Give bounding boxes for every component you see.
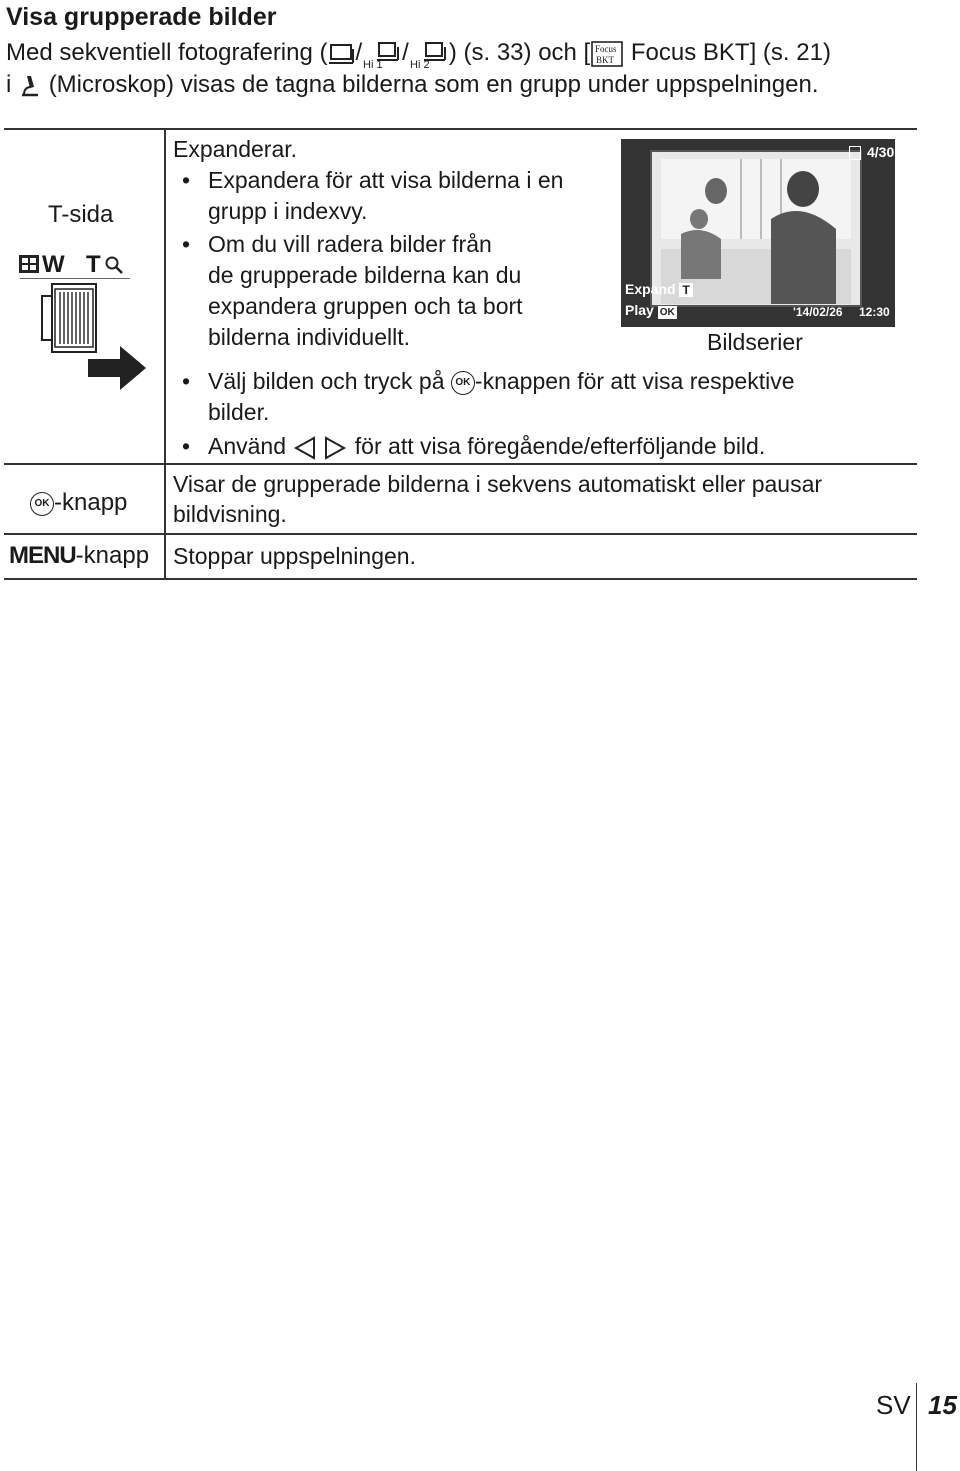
arrow-right-icon xyxy=(88,346,146,390)
left-right-arrows-icon xyxy=(292,436,348,460)
menu-row-text: Stoppar uppspelningen. xyxy=(173,543,416,569)
menu-button-label xyxy=(9,542,149,570)
bullet-expand-line-1: Expandera för att visa bilderna i en xyxy=(208,167,564,193)
footer-divider xyxy=(916,1383,917,1471)
time-stamp: 12:30 xyxy=(859,305,890,319)
sequential-icon xyxy=(328,41,356,67)
play-label: Play xyxy=(625,302,654,318)
expand-label: Expand xyxy=(625,281,676,297)
table-bottom-rule xyxy=(4,578,917,580)
bullet-select-line-1 xyxy=(208,366,795,397)
bullet-navigate-pre: Använd xyxy=(208,433,287,459)
bullet-delete-line-3: expandera gruppen och ta bort xyxy=(208,293,523,319)
intro-line-2-prefix: i xyxy=(6,71,12,98)
zoom-label-rule xyxy=(20,278,130,279)
bullet-expand: • Expandera för att visa bilderna i en grupp i indexvy. xyxy=(208,165,563,227)
group-photo-image xyxy=(621,139,895,327)
bullet-delete: • Om du vill radera bilder från de grupperade bilderna kan du expandera gruppen och ta bort bilderna individuellt. xyxy=(208,229,523,353)
zoom-lever-icon[interactable] xyxy=(40,282,108,354)
menu-label-rest: -knapp xyxy=(75,542,150,569)
date-stamp: '14/02/26 xyxy=(793,305,843,319)
bullet-select: • Välj bilden och tryck på OK -knappen för att visa respektive bilder. xyxy=(208,366,795,428)
bullet-select-pre: Välj bilden och tryck på xyxy=(208,368,445,394)
svg-text:Hi 1: Hi 1 xyxy=(363,58,383,69)
language-code: SV xyxy=(876,1390,911,1420)
ok-button-label-text: -knapp xyxy=(54,489,128,516)
intro-line-2-rest: (Microskop) visas de tagna bilderna som en grupp under uppspelningen. xyxy=(48,71,819,98)
ok-circle-icon: OK xyxy=(30,492,54,516)
tsida-title: Expanderar. xyxy=(173,136,298,162)
play-hint xyxy=(625,302,677,319)
ok-button-icon: OK xyxy=(659,307,675,318)
ok-icon: OK xyxy=(451,371,475,395)
page-number: 15 xyxy=(928,1390,957,1420)
index-view-icon xyxy=(18,254,40,274)
camera-screen xyxy=(621,139,895,327)
intro-line-2 xyxy=(6,70,818,100)
page-heading: Visa grupperade bilder xyxy=(6,3,277,31)
svg-text:Focus: Focus xyxy=(595,43,617,54)
intro-line-1-focus: Focus BKT] (s. 21) xyxy=(630,39,831,66)
bullet-delete-line-2: de grupperade bilderna kan du xyxy=(208,262,522,288)
menu-label-bold: MENU xyxy=(9,542,76,569)
t-button-icon: T xyxy=(679,283,692,297)
bullet-select-line-2: bilder. xyxy=(208,399,270,425)
svg-text:Hi 2: Hi 2 xyxy=(409,58,430,69)
intro-line-1-prefix: Med sekventiell fotografering ( xyxy=(6,39,328,66)
bullet-navigate-post: för att visa föregående/efterföljande bild. xyxy=(354,433,766,459)
sd-card-icon xyxy=(849,146,861,160)
intro-line-1-mid: ) (s. 33) och [ xyxy=(448,39,591,66)
expand-hint xyxy=(625,281,693,297)
image-counter: 4/30 xyxy=(867,144,895,160)
zoom-lever-labels xyxy=(18,251,133,279)
bullet-delete-line-4: bilderna individuellt. xyxy=(208,324,411,350)
microscope-icon xyxy=(18,73,42,99)
hi2-sequential-icon xyxy=(409,39,449,69)
hi1-sequential-icon xyxy=(362,39,402,69)
magnify-icon xyxy=(104,255,124,275)
bullet-expand-line-2: grupp i indexvy. xyxy=(208,198,368,224)
ok-row-text-line-1: Visar de grupperade bilderna i sekvens automatiskt eller pausar xyxy=(173,471,823,497)
svg-text:BKT: BKT xyxy=(596,54,615,65)
table-row-rule-2 xyxy=(4,533,917,535)
bullet-delete-line-1: Om du vill radera bilder från xyxy=(208,231,492,257)
ok-row-text-line-2: bildvisning. xyxy=(173,501,287,527)
bullet-select-post: -knappen för att visa respektive xyxy=(474,368,795,394)
table-row-rule-1 xyxy=(4,463,917,465)
ok-button-label xyxy=(30,489,127,517)
table-top-rule xyxy=(4,128,917,130)
zoom-t-label: T xyxy=(86,251,101,278)
screen-caption: Bildserier xyxy=(707,329,803,355)
zoom-w-label: W xyxy=(42,251,65,278)
intro-line-1: Med sekventiell fotografering ( / Hi 1 / Hi 2 ) (s. 33) och [ Focus BKT Focus BKT] (s. 21) xyxy=(6,39,831,69)
focus-bkt-icon xyxy=(590,40,624,68)
tsida-label: T-sida xyxy=(48,201,114,228)
bullet-navigate: • Använd för att visa föregående/efterföljande bild. xyxy=(182,433,766,459)
table-column-divider xyxy=(164,128,166,579)
